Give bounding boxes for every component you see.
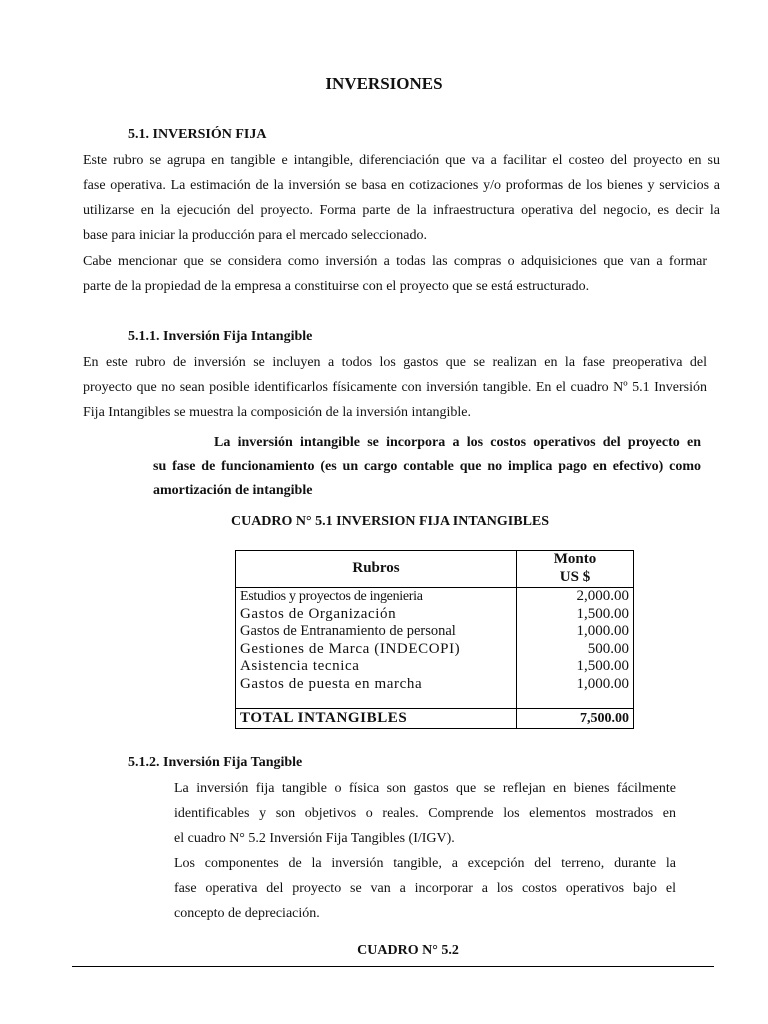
table-header-row (236, 551, 634, 588)
table-5-1-title: CUADRO N° 5.1 INVERSION FIJA INTANGIBLES (230, 514, 550, 529)
text-line: fase operativa. La estimación de la inversión se basa en cotizaciones y/o proformas de los bienes y servicios a (83, 178, 720, 193)
rubro-cell: Gastos de puesta en marcha (236, 676, 517, 694)
total-label: TOTAL INTANGIBLES (236, 708, 517, 729)
table-row (236, 606, 634, 624)
text-line: amortización de intangible (153, 483, 313, 498)
section-5-1-paragraph-1 (83, 148, 720, 248)
rubro-cell: Asistencia tecnica (236, 658, 517, 676)
table-5-2-title: CUADRO N° 5.2 (357, 943, 459, 958)
monto-cell: 1,500.00 (576, 658, 629, 675)
section-5-1-2-paragraph (174, 776, 676, 926)
spacer-cell (236, 694, 517, 709)
total-value: 7,500.00 (580, 710, 629, 726)
table-total-row (236, 708, 634, 729)
page-title: INVERSIONES (325, 74, 443, 93)
intangibles-table (235, 550, 634, 729)
section-5-1-heading: 5.1. INVERSIÓN FIJA (128, 127, 267, 142)
header-monto (517, 551, 634, 588)
monto-cell: 1,500.00 (576, 605, 629, 622)
section-5-1-paragraph-2 (83, 249, 707, 299)
text-line: La inversión intangible se incorpora a los costos operativos del proyecto en (214, 435, 701, 450)
text-line: Cabe mencionar que se considera como inversión a todas las compras o adquisiciones que van a formar (83, 254, 707, 269)
section-5-1-1-heading: 5.1.1. Inversión Fija Intangible (128, 329, 313, 344)
table-row (236, 623, 634, 641)
rubro-cell: Gastos de Organización (236, 606, 517, 624)
text-line: La inversión fija tangible o física son gastos que se reflejan en bienes fácilmente (174, 781, 676, 796)
rubro-cell: Gastos de Entranamiento de personal (236, 623, 517, 641)
text-line: proyecto que no sean posible identificarlos físicamente con inversión tangible. En el cuadro Nº 5.1 Inversión (83, 380, 707, 395)
section-5-1-1-paragraph (83, 350, 707, 425)
monto-cell: 500.00 (587, 640, 629, 657)
text-line: Los componentes de la inversión tangible, a excepción del terreno, durante la (174, 856, 676, 871)
header-currency-label: US $ (559, 568, 591, 585)
text-line: base para iniciar la producción para el mercado seleccionado. (83, 228, 427, 243)
footer-rule (72, 966, 714, 967)
rubro-cell: Gestiones de Marca (INDECOPI) (236, 641, 517, 659)
intangible-note (153, 431, 701, 503)
text-line: concepto de depreciación. (174, 906, 320, 921)
table-row (236, 676, 634, 694)
monto-cell: 1,000.00 (576, 623, 629, 640)
text-line: Este rubro se agrupa en tangible e intangible, diferenciación que va a facilitar el costeo del proyecto en su (83, 153, 720, 168)
text-line: fase operativa del proyecto se van a incorporar a los costos operativos bajo el (174, 881, 676, 896)
table-spacer-row (236, 694, 634, 709)
section-5-1-2-heading: 5.1.2. Inversión Fija Tangible (128, 755, 303, 770)
table-row (236, 658, 634, 676)
text-line: el cuadro N° 5.2 Inversión Fija Tangibles (I/IGV). (174, 831, 455, 846)
text-line: identificables y son objetivos o reales. Comprende los elementos mostrados en (174, 806, 676, 821)
table-row (236, 641, 634, 659)
table-row (236, 588, 634, 606)
text-line: Fija Intangibles se muestra la composición de la inversión intangible. (83, 405, 472, 420)
rubro-cell: Estudios y proyectos de ingenieria (236, 588, 517, 606)
monto-cell: 1,000.00 (576, 675, 629, 692)
spacer-cell (517, 694, 634, 709)
monto-cell: 2,000.00 (576, 588, 629, 604)
header-monto-label: Monto (553, 551, 597, 567)
header-rubros: Rubros (236, 551, 517, 588)
text-line: En este rubro de inversión se incluyen a todos los gastos que se realizan en la fase preoperativa del (83, 355, 707, 370)
text-line: su fase de funcionamiento (es un cargo contable que no implica pago en efectivo) como (153, 459, 701, 474)
text-line: utilizarse en la ejecución del proyecto. Forma parte de la infraestructura operativa del negocio, es decir la (83, 203, 720, 218)
text-line: parte de la propiedad de la empresa a constituirse con el proyecto que se está estructurado. (83, 279, 590, 294)
